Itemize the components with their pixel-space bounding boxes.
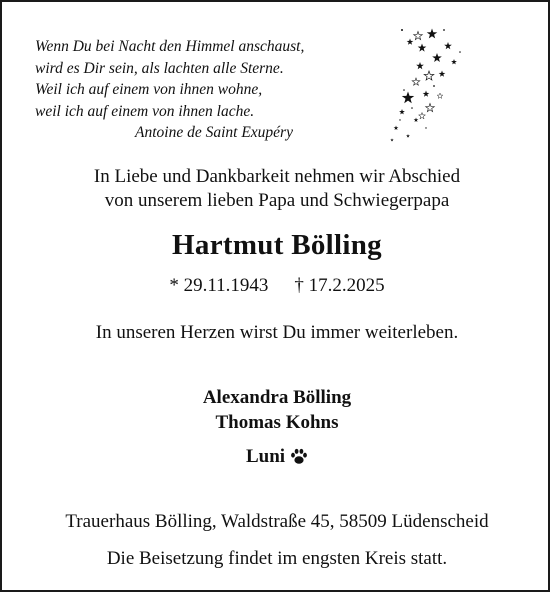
pet-name: Luni bbox=[245, 446, 286, 467]
poem-author: Antoine de Saint Exupéry bbox=[135, 124, 293, 141]
farewell-intro bbox=[2, 165, 550, 212]
poem-line-4: weil ich auf einem von ihnen lache. bbox=[35, 102, 255, 120]
death-date: † 17.2.2025 bbox=[294, 275, 385, 296]
mourners-list bbox=[2, 385, 550, 435]
memorial-quote: In unseren Herzen wirst Du immer weiterleben. bbox=[95, 322, 459, 343]
mourner-name: Thomas Kohns bbox=[215, 412, 339, 433]
mourning-house-address: Trauerhaus Bölling, Waldstraße 45, 58509 Lüdenscheid bbox=[65, 511, 489, 532]
mourner-name: Alexandra Bölling bbox=[202, 387, 352, 408]
poem-line-3: Weil ich auf einem von ihnen wohne, bbox=[35, 81, 263, 98]
deceased-name: Hartmut Bölling bbox=[172, 229, 382, 261]
life-dates bbox=[2, 275, 550, 297]
burial-note: Die Beisetzung findet im engsten Kreis statt. bbox=[106, 548, 448, 569]
shooting-stars-icon bbox=[382, 24, 482, 144]
poem bbox=[35, 36, 375, 144]
birth-date: * 29.11.1943 bbox=[169, 275, 269, 296]
poem-line-2: wird es Dir sein, als lachten alle Sterne. bbox=[35, 59, 284, 77]
pet-mourner bbox=[2, 446, 550, 468]
farewell-intro-line-1: In Liebe und Dankbarkeit nehmen wir Abschied bbox=[93, 166, 461, 187]
farewell-intro-line-2: von unserem lieben Papa und Schwiegerpapa bbox=[104, 189, 450, 211]
poem-line-1: Wenn Du bei Nacht den Himmel anschaust, bbox=[35, 38, 305, 55]
paw-print-icon bbox=[290, 448, 308, 465]
